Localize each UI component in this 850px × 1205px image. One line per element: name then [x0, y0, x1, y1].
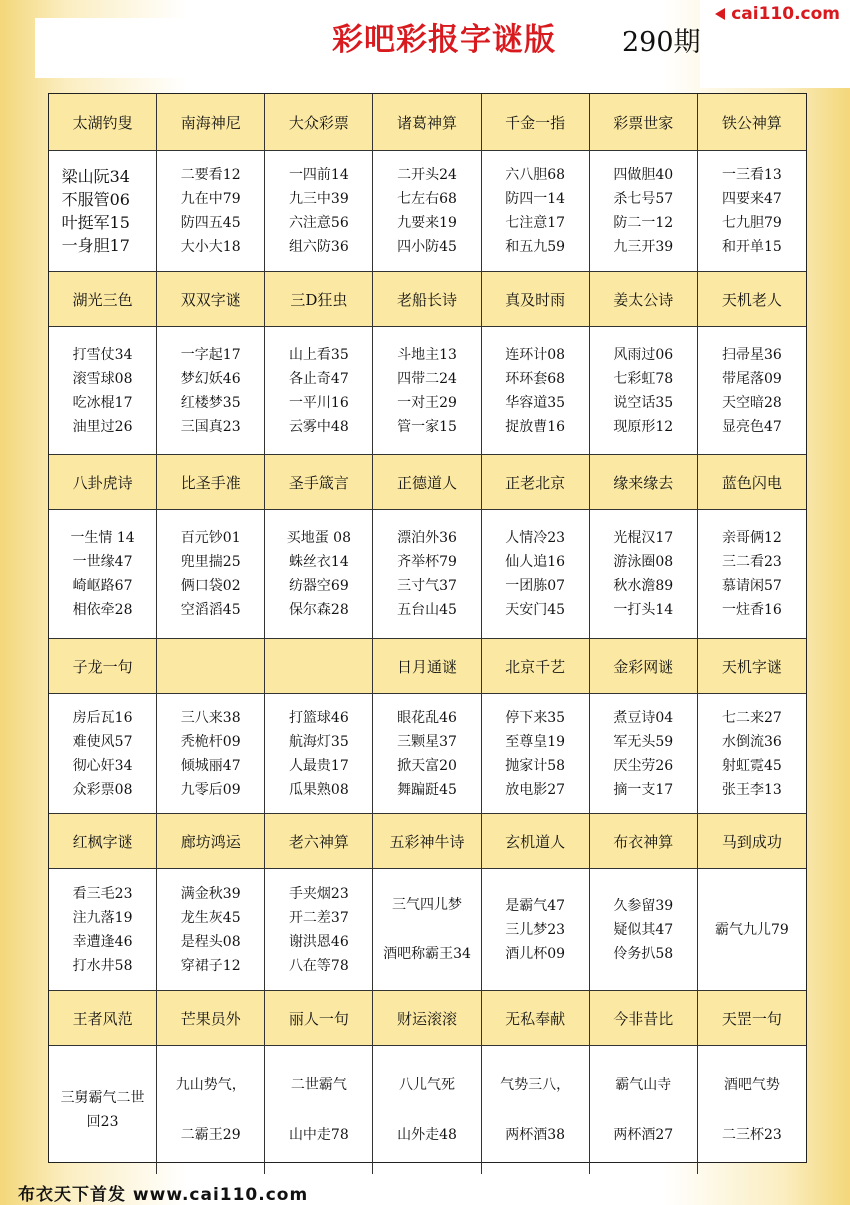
entry-line: 满金秋39 — [180, 885, 241, 902]
entry-line: 杀七号57 — [613, 191, 674, 207]
entry-line: 红楼梦35 — [180, 394, 241, 411]
entry-line: 仙人追16 — [505, 554, 566, 570]
entry-line: 九三开39 — [613, 239, 674, 255]
entry-cell — [590, 510, 698, 639]
column-header: 布衣神算 — [590, 814, 698, 869]
column-header: 千金一指 — [482, 94, 590, 151]
issue-number: 290期 — [622, 27, 701, 58]
entry-row — [49, 510, 806, 639]
entry-line: 厌尘劳26 — [613, 757, 674, 774]
entry-line: 张王李13 — [722, 781, 782, 798]
entry-row — [49, 1046, 806, 1174]
column-header: 圣手箴言 — [265, 455, 373, 510]
column-header: 天机老人 — [698, 272, 806, 327]
entry-cell — [482, 327, 590, 455]
entry-line: 梁山阮34 — [61, 167, 130, 186]
column-header: 太湖钓叟 — [49, 94, 157, 151]
entry-line: 九要来19 — [397, 215, 457, 231]
entry-line: 回23 — [86, 1114, 119, 1130]
entry-line: 看三毛23 — [72, 885, 133, 902]
entry-line: 穿裙子12 — [180, 957, 241, 974]
entry-line: 一平川16 — [288, 394, 349, 411]
entry-line: 山外走48 — [397, 1127, 457, 1144]
entry-line: 水倒流36 — [722, 733, 782, 750]
column-header: 丽人一句 — [265, 991, 373, 1046]
entry-line: 漂泊外36 — [397, 530, 457, 546]
column-header: 玄机道人 — [482, 814, 590, 869]
entry-line: 相依牵28 — [72, 602, 133, 618]
entry-line: 伶务扒58 — [613, 945, 674, 962]
entry-line: 四带二24 — [397, 370, 457, 387]
entry-line: 显亮色47 — [722, 418, 782, 435]
column-header: 芒果员外 — [157, 991, 265, 1046]
column-header: 双双字谜 — [157, 272, 265, 327]
header-row — [49, 455, 806, 510]
column-header: 马到成功 — [698, 814, 806, 869]
entry-line: 天安门45 — [505, 602, 566, 618]
entry-line: 秋水澹89 — [613, 578, 674, 594]
entry-line: 注九落19 — [72, 909, 133, 926]
column-header: 比圣手准 — [157, 455, 265, 510]
column-header — [265, 639, 373, 694]
entry-cell — [373, 694, 481, 814]
entry-cell — [698, 869, 806, 991]
arrow-left-icon — [715, 8, 725, 20]
entry-line: 幸遭逢46 — [72, 933, 133, 950]
site-label: cai110.com — [731, 4, 840, 24]
column-header: 廊坊鸿运 — [157, 814, 265, 869]
entry-line: 四做胆40 — [613, 167, 674, 183]
entry-line: 两杯酒38 — [505, 1127, 566, 1144]
entry-cell — [49, 694, 157, 814]
entry-line: 油里过26 — [72, 418, 133, 435]
redacted-banner-left — [35, 18, 260, 78]
entry-line: 天空暗28 — [722, 394, 782, 411]
header-row — [49, 991, 806, 1046]
entry-line: 三气四儿梦 — [391, 897, 462, 914]
entry-line: 抛家计58 — [505, 757, 566, 774]
entry-line: 一字起17 — [180, 346, 241, 363]
column-header — [157, 639, 265, 694]
entry-line: 蛛丝衣14 — [288, 554, 349, 570]
column-header: 天机字谜 — [698, 639, 806, 694]
entry-line: 三国真23 — [180, 418, 241, 435]
entry-line: 管一家15 — [397, 418, 457, 435]
column-header: 南海神尼 — [157, 94, 265, 151]
site-link[interactable] — [715, 4, 840, 24]
entry-line: 九零后09 — [180, 781, 241, 798]
entry-row — [49, 869, 806, 991]
entry-line: 众彩票08 — [72, 781, 133, 798]
entry-cell — [590, 327, 698, 455]
entry-line: 齐举杯79 — [397, 554, 457, 570]
entry-line: 秃桅杆09 — [180, 733, 241, 750]
entry-line: 霸气山寺 — [615, 1076, 672, 1093]
entry-line: 气势三八， — [500, 1076, 571, 1093]
entry-line: 斗地主13 — [397, 346, 457, 363]
column-header: 铁公神算 — [698, 94, 806, 151]
entry-cell — [157, 1046, 265, 1174]
entry-line: 吃冰棍17 — [72, 394, 133, 411]
entry-line: 四要来47 — [722, 191, 782, 207]
entry-line: 七左右68 — [397, 191, 457, 207]
column-header: 正老北京 — [482, 455, 590, 510]
entry-line: 霸气九儿79 — [715, 921, 789, 938]
column-header: 今非昔比 — [590, 991, 698, 1046]
column-header: 缘来缘去 — [590, 455, 698, 510]
entry-line: 七彩虹78 — [613, 370, 674, 387]
entry-cell — [265, 1046, 373, 1174]
entry-line: 射虹霓45 — [722, 757, 782, 774]
entry-cell — [265, 327, 373, 455]
entry-cell — [265, 151, 373, 272]
entry-cell — [265, 510, 373, 639]
column-header: 老船长诗 — [373, 272, 481, 327]
column-header: 大众彩票 — [265, 94, 373, 151]
entry-line: 风雨过06 — [613, 346, 674, 363]
entry-cell — [373, 510, 481, 639]
header-row — [49, 814, 806, 869]
entry-cell — [49, 151, 157, 272]
column-header: 彩票世家 — [590, 94, 698, 151]
entry-row — [49, 327, 806, 455]
entry-cell — [373, 1046, 481, 1174]
entry-line: 二世霸气 — [290, 1076, 347, 1093]
entry-line: 七二来27 — [722, 709, 782, 726]
entry-line: 眼花乱46 — [397, 709, 457, 726]
entry-cell — [49, 327, 157, 455]
entry-line: 兜里揣25 — [180, 554, 241, 570]
entry-line: 纺器空69 — [288, 578, 349, 594]
entry-line: 买地蛋 08 — [286, 530, 351, 546]
entry-line: 一三看13 — [722, 167, 782, 183]
entry-line: 停下来35 — [505, 709, 566, 726]
entry-line: 光棍汉17 — [613, 530, 674, 546]
entry-line: 二开头24 — [397, 167, 457, 183]
entry-line: 山上看35 — [288, 346, 349, 363]
entry-line: 现原形12 — [613, 418, 674, 435]
entry-cell — [157, 869, 265, 991]
entry-line: 三二看23 — [722, 554, 782, 570]
column-header: 子龙一句 — [49, 639, 157, 694]
entry-line: 百元钞01 — [180, 530, 241, 546]
entry-line: 军无头59 — [613, 733, 674, 750]
entry-cell — [590, 151, 698, 272]
entry-line: 久参留39 — [613, 897, 674, 914]
entry-line: 三颗星37 — [397, 733, 457, 750]
entry-cell — [49, 1046, 157, 1174]
column-header: 姜太公诗 — [590, 272, 698, 327]
entry-line: 一身胆17 — [61, 236, 130, 255]
footer-credit: 布衣天下首发 www.cai110.com — [18, 1185, 309, 1205]
entry-line: 煮豆诗04 — [613, 709, 674, 726]
entry-line: 组六防36 — [288, 239, 349, 255]
column-header: 五彩神牛诗 — [373, 814, 481, 869]
column-header: 湖光三色 — [49, 272, 157, 327]
entry-line: 难使风57 — [72, 733, 133, 750]
entry-line: 亲哥俩12 — [722, 530, 782, 546]
entry-line: 防四五45 — [180, 215, 241, 231]
entry-line: 山中走78 — [288, 1127, 349, 1144]
entry-line: 二三杯23 — [722, 1127, 782, 1144]
entry-line: 龙生灰45 — [180, 909, 241, 926]
entry-cell — [482, 1046, 590, 1174]
column-header: 无私奉献 — [482, 991, 590, 1046]
entry-line: 一打头14 — [613, 602, 674, 618]
entry-line: 倾城丽47 — [180, 757, 241, 774]
entry-cell — [698, 510, 806, 639]
entry-cell — [590, 1046, 698, 1174]
entry-line: 酒吧称霸王34 — [383, 945, 471, 962]
puzzle-grid — [48, 93, 807, 1163]
entry-line: 两杯酒27 — [613, 1127, 674, 1144]
entry-line: 六注意56 — [288, 215, 349, 231]
entry-line: 谢洪恩46 — [288, 933, 349, 950]
entry-cell — [49, 510, 157, 639]
entry-cell — [482, 151, 590, 272]
column-header: 财运滚滚 — [373, 991, 481, 1046]
entry-line: 和五九59 — [505, 239, 566, 255]
column-header: 真及时雨 — [482, 272, 590, 327]
entry-line: 掀天富20 — [397, 757, 457, 774]
column-header: 北京千艺 — [482, 639, 590, 694]
entry-line: 放电影27 — [505, 781, 566, 798]
entry-line: 七注意17 — [505, 215, 566, 231]
entry-line: 崎岖路67 — [72, 578, 133, 594]
entry-cell — [482, 869, 590, 991]
entry-line: 各止奇47 — [288, 370, 349, 387]
entry-line: 叶挺军15 — [61, 213, 130, 232]
entry-line: 酒儿杯09 — [505, 945, 566, 962]
column-header: 正德道人 — [373, 455, 481, 510]
page-title: 彩吧彩报字谜版 — [332, 22, 556, 58]
entry-line: 和开单15 — [722, 239, 782, 255]
entry-line: 三八来38 — [180, 709, 241, 726]
entry-cell — [698, 151, 806, 272]
entry-line: 滚雪球08 — [72, 370, 133, 387]
entry-line: 二霸王29 — [180, 1127, 241, 1144]
entry-line: 说空话35 — [613, 394, 674, 411]
entry-line: 疑似其47 — [613, 921, 674, 938]
entry-line: 扫帚星36 — [722, 346, 782, 363]
entry-cell — [373, 869, 481, 991]
entry-line: 三儿梦23 — [505, 921, 566, 938]
entry-line: 一团胨07 — [505, 578, 566, 594]
entry-line: 二要看12 — [180, 167, 241, 183]
entry-line: 酒吧气势 — [723, 1076, 780, 1093]
entry-cell — [482, 510, 590, 639]
entry-line: 七九胆79 — [722, 215, 782, 231]
entry-line: 六八胆68 — [505, 167, 566, 183]
column-header: 金彩网谜 — [590, 639, 698, 694]
entry-line: 是霸气47 — [505, 897, 566, 914]
entry-line: 三寸气37 — [397, 578, 457, 594]
entry-cell — [373, 151, 481, 272]
entry-cell — [698, 694, 806, 814]
entry-line: 捉放曹16 — [505, 418, 566, 435]
header-row — [49, 639, 806, 694]
entry-line: 打篮球46 — [288, 709, 349, 726]
entry-cell — [157, 327, 265, 455]
entry-cell — [49, 869, 157, 991]
header-row — [49, 94, 806, 151]
entry-line: 摘一支17 — [613, 781, 674, 798]
entry-cell — [157, 151, 265, 272]
entry-line: 房后瓦16 — [72, 709, 133, 726]
redacted-banner-mid — [365, 60, 580, 80]
entry-line: 华容道35 — [505, 394, 566, 411]
entry-cell — [265, 869, 373, 991]
entry-line: 彻心奸34 — [72, 757, 133, 774]
entry-cell — [482, 694, 590, 814]
column-header: 日月通谜 — [373, 639, 481, 694]
entry-line: 大小大18 — [180, 239, 241, 255]
entry-line: 八在等78 — [288, 957, 349, 974]
entry-cell — [157, 510, 265, 639]
entry-line: 瓜果熟08 — [288, 781, 349, 798]
column-header: 蓝色闪电 — [698, 455, 806, 510]
column-header: 天罡一句 — [698, 991, 806, 1046]
entry-line: 打雪仗34 — [72, 346, 133, 363]
column-header: 老六神算 — [265, 814, 373, 869]
entry-line: 一生情 14 — [70, 530, 135, 546]
entry-line: 四小防45 — [397, 239, 457, 255]
entry-line: 防四一14 — [505, 191, 566, 207]
column-header: 八卦虎诗 — [49, 455, 157, 510]
header-row — [49, 272, 806, 327]
entry-line: 打水井58 — [72, 957, 133, 974]
entry-line: 九三中39 — [288, 191, 349, 207]
entry-line: 一四前14 — [288, 167, 349, 183]
entry-line: 一对王29 — [397, 394, 457, 411]
entry-row — [49, 151, 806, 272]
entry-cell — [698, 327, 806, 455]
entry-row — [49, 694, 806, 814]
entry-line: 空滔滔45 — [180, 602, 241, 618]
entry-line: 航海灯35 — [288, 733, 349, 750]
entry-cell — [698, 1046, 806, 1174]
entry-line: 开二差37 — [288, 909, 349, 926]
entry-cell — [157, 694, 265, 814]
entry-line: 人情冷23 — [505, 530, 566, 546]
entry-line: 防二一12 — [613, 215, 674, 231]
entry-line: 舞蹁跹45 — [397, 781, 457, 798]
entry-line: 九在中79 — [180, 191, 241, 207]
entry-line: 连环计08 — [505, 346, 566, 363]
entry-line: 环环套68 — [505, 370, 566, 387]
entry-line: 慕请闲57 — [722, 578, 782, 594]
entry-line: 一世缘47 — [72, 554, 133, 570]
entry-line: 三舅霸气二世 — [60, 1090, 145, 1106]
entry-line: 梦幻妖46 — [180, 370, 241, 387]
column-header: 三D狂虫 — [265, 272, 373, 327]
entry-line: 是程头08 — [180, 933, 241, 950]
entry-line: 人最贵17 — [288, 757, 349, 774]
entry-cell — [590, 694, 698, 814]
entry-line: 游泳圈08 — [613, 554, 674, 570]
entry-line: 至尊皇19 — [505, 733, 566, 750]
entry-line: 保尔森28 — [288, 602, 349, 618]
entry-cell — [373, 327, 481, 455]
entry-cell — [265, 694, 373, 814]
column-header: 红枫字谜 — [49, 814, 157, 869]
column-header: 王者风范 — [49, 991, 157, 1046]
entry-cell — [590, 869, 698, 991]
column-header: 诸葛神算 — [373, 94, 481, 151]
entry-line: 云雾中48 — [288, 418, 349, 435]
entry-line: 九山势气， — [175, 1076, 246, 1093]
entry-line: 五台山45 — [397, 602, 457, 618]
entry-line: 一炷香16 — [722, 602, 782, 618]
entry-line: 俩口袋02 — [180, 578, 241, 594]
entry-line: 带尾落09 — [722, 370, 782, 387]
entry-line: 手夹烟23 — [288, 885, 349, 902]
entry-line: 不服管06 — [61, 190, 130, 209]
entry-line: 八儿气死 — [398, 1076, 455, 1093]
